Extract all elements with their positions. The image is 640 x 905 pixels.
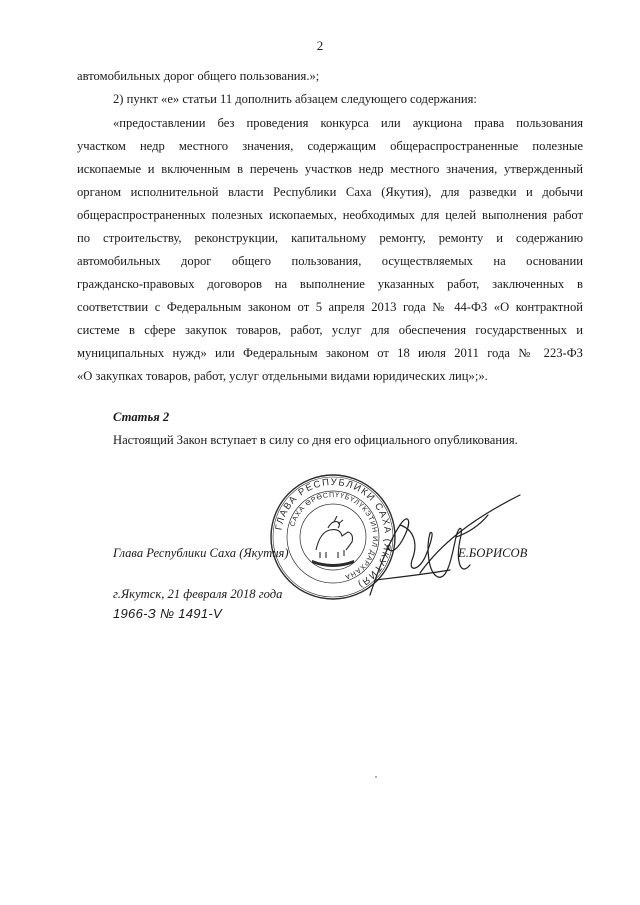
paragraph-line-7: автомобильных дорог общего пользования, осуществляемых на основании — [77, 254, 583, 268]
paragraph-line-8: гражданско-правовых договоров на выполнение указанных работ, заключенных в — [77, 277, 583, 291]
place-and-date: г.Якутск, 21 февраля 2018 года — [113, 587, 283, 601]
paragraph-line-9: соответствии с Федеральным законом от 5 апреля 2013 года № 44-ФЗ «О контрактной — [77, 300, 583, 314]
article-2-heading: Статья 2 — [113, 410, 170, 424]
svg-text:САХА ӨРӨСПҮҮБҮЛҮКЭТИН ИЛ ДАРХА: САХА ӨРӨСПҮҮБҮЛҮКЭТИН ИЛ ДАРХАНА — [289, 491, 379, 581]
paragraph-line-12: «О закупках товаров, работ, услуг отдельными видами юридических лиц»;». — [77, 369, 488, 383]
handwritten-signature — [360, 485, 530, 605]
paragraph-line-3: ископаемые и включенным в перечень участков недр местного значения, утвержденный — [77, 162, 583, 176]
registration-number: 1966-З № 1491-V — [113, 606, 222, 621]
amendment-point: 2) пункт «е» статьи 11 дополнить абзацем следующего содержания: — [113, 92, 477, 106]
scan-speck — [375, 776, 377, 778]
paragraph-line-10: системе в сфере закупок товаров, работ, услуг для обеспечения государственных и — [77, 323, 583, 337]
paragraph-line-1: «предоставлении без проведения конкурса или аукциона права пользования — [113, 116, 583, 130]
intro-line-1: автомобильных дорог общего пользования.»; — [77, 69, 320, 83]
paragraph-line-6: по строительству, реконструкции, капитальному ремонту, ремонту и содержанию — [77, 231, 583, 245]
paragraph-line-11: муниципальных нужд» или Федеральным законом от 18 июля 2011 года № 223-ФЗ — [77, 346, 583, 360]
signatory-name: Е.БОРИСОВ — [458, 546, 528, 560]
paragraph-line-4: органом исполнительной власти Республики Саха (Якутия), для разведки и добычи — [77, 185, 583, 199]
paragraph-line-2: участком недр местного значения, содержащим общераспространенные полезные — [77, 139, 583, 153]
svg-text:ГЛАВА РЕСПУБЛИКИ САХА (ЯКУТИЯ): ГЛАВА РЕСПУБЛИКИ САХА (ЯКУТИЯ) — [273, 476, 394, 591]
signatory-position: Глава Республики Саха (Якутия) — [113, 546, 289, 560]
page-number: 2 — [316, 38, 324, 53]
article-2-text: Настоящий Закон вступает в силу со дня его официального опубликования. — [113, 433, 518, 447]
paragraph-line-5: общераспространенных полезных ископаемых, необходимых для целей выполнения работ — [77, 208, 583, 222]
